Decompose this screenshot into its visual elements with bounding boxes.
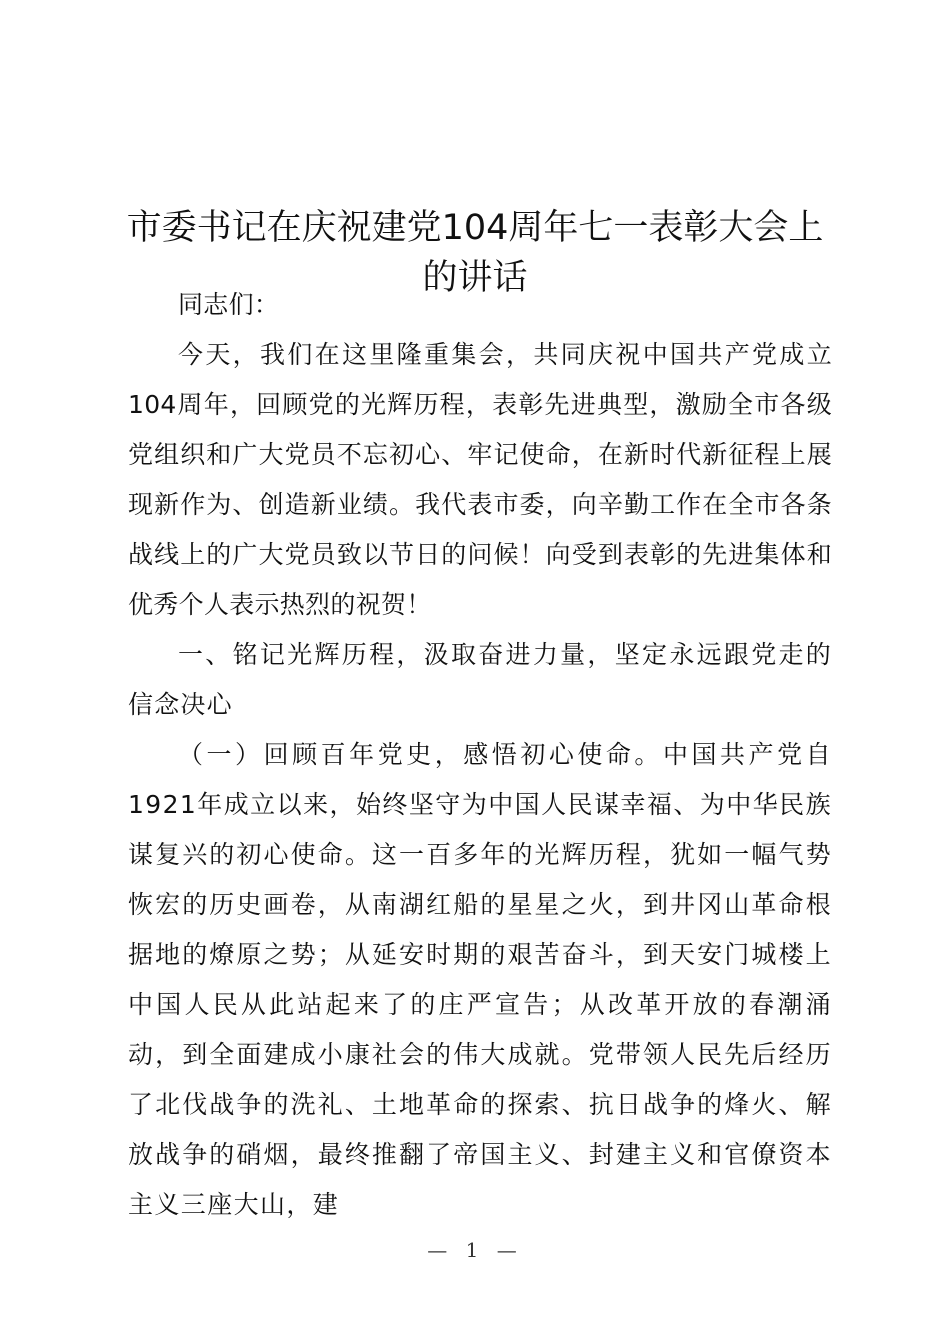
salutation: 同志们：	[178, 290, 280, 319]
paragraph-intro: 今天，我们在这里隆重集会，共同庆祝中国共产党成立104周年，回顾党的光辉历程，表彰先进典型，激励全市各级党组织和广大党员不忘初心、牢记使命，在新时代新征程上展现新作为、创造新业绩。我代表市委，向辛勤工作在全市各条战线上的广大党员致以节日的问候！向受到表彰的先进集体和优秀个人表示热烈的祝贺！	[128, 340, 832, 619]
page-number: — 1 —	[427, 1238, 523, 1262]
section-heading: 一、铭记光辉历程，汲取奋进力量，坚定永远跟党走的信念决心	[128, 640, 832, 719]
document-body	[128, 280, 832, 1230]
document-title: 市委书记在庆祝建党104周年七一表彰大会上的讲话	[126, 208, 824, 299]
paragraph-section-1: （一）回顾百年党史，感悟初心使命。中国共产党自1921年成立以来，始终坚守为中国人民谋幸福、为中华民族谋复兴的初心使命。这一百多年的光辉历程，犹如一幅气势恢宏的历史画卷，从南湖红船的星星之火，到井冈山革命根据地的燎原之势；从延安时期的艰苦奋斗，到天安门城楼上中国人民从此站起来了的庄严宣告；从改革开放的春潮涌动，到全面建成小康社会的伟大成就。党带领人民先后经历了北伐战争的洗礼、土地革命的探索、抗日战争的烽火、解放战争的硝烟，最终推翻了帝国主义、封建主义和官僚资本主义三座大山，建	[128, 740, 832, 1219]
